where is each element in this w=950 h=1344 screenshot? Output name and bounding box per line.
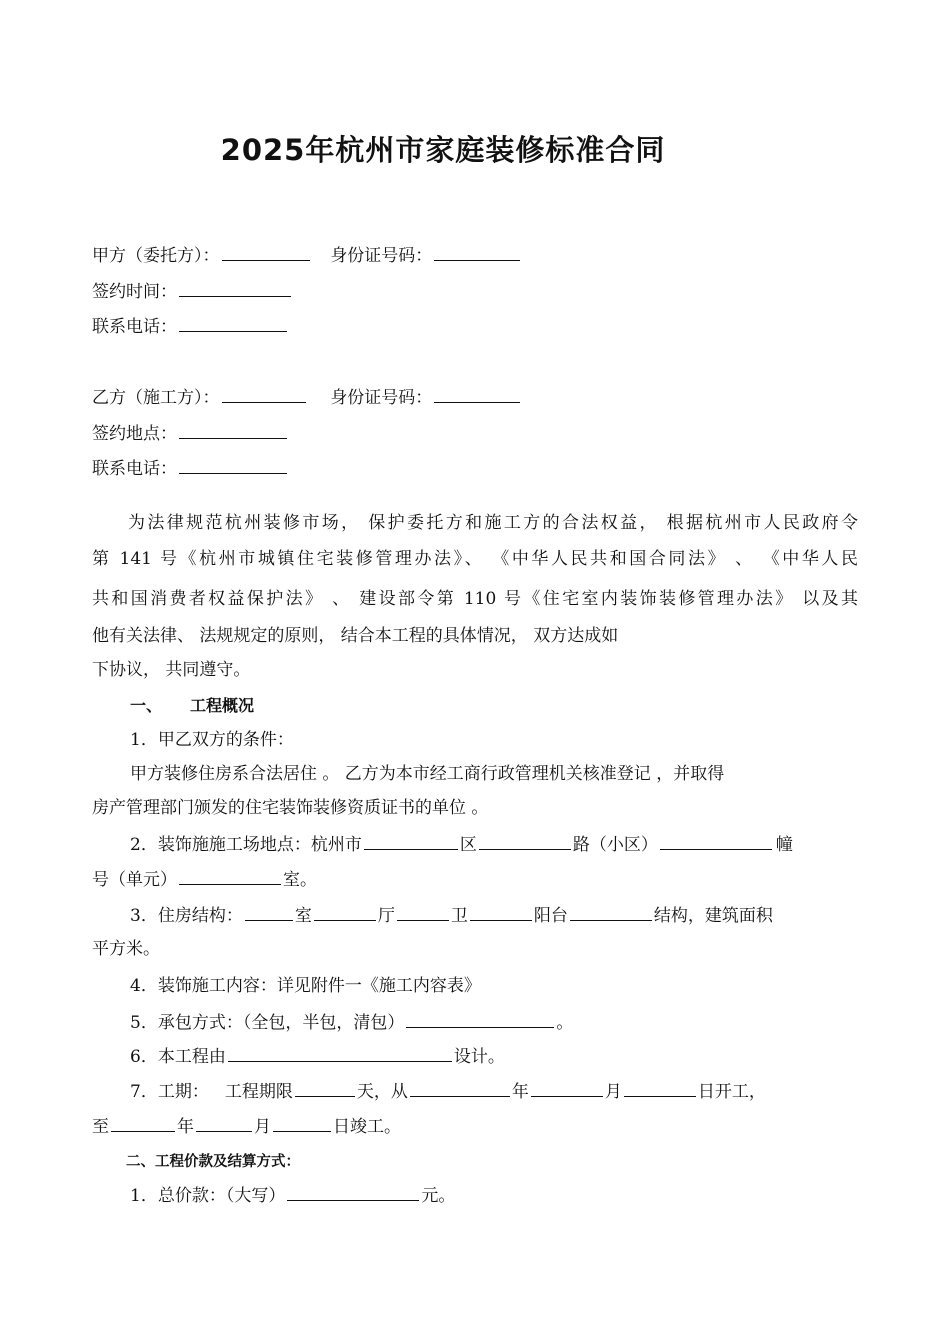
- section-2-item-1: [130, 1183, 455, 1207]
- sign-place-label: 签约地点：: [92, 424, 177, 444]
- item-2-room: 室。: [283, 870, 317, 890]
- total-price-unit: 元。: [421, 1186, 456, 1206]
- halls-blank[interactable]: [314, 903, 376, 921]
- end-month-blank[interactable]: [196, 1114, 252, 1132]
- end-day-blank[interactable]: [273, 1114, 331, 1132]
- item-5-end: 。: [556, 1013, 574, 1033]
- item-1-text-1: 甲方装修住房系合法居住 。 乙方为本市经工商行政管理机关核准登记 ，并取得: [130, 764, 725, 784]
- item-2-row-2: [92, 867, 317, 891]
- preamble-line-1: 为法律规范杭州装修市场， 保护委托方和施工方的合法权益， 根据杭州市人民政府令: [128, 513, 858, 533]
- item-7-start-month: 月: [604, 1082, 622, 1102]
- sign-time-row: [92, 279, 293, 303]
- item-2-building: 幢: [775, 835, 793, 855]
- balcony-blank[interactable]: [470, 903, 532, 921]
- item-1: 1．甲乙双方的条件：: [130, 730, 294, 750]
- item-7-end-month: 月: [254, 1117, 271, 1137]
- party-b-phone-row: [92, 456, 289, 480]
- item-7-duration-label: 工程期限: [224, 1082, 293, 1102]
- item-6: [130, 1044, 505, 1068]
- party-a-id-label: 身份证号码：: [330, 246, 433, 266]
- party-a-phone-label: 联系电话：: [92, 317, 177, 337]
- item-2-road: 路（小区）: [572, 835, 658, 855]
- item-5-label: 5．承包方式：（全包，半包，清包）: [130, 1013, 405, 1033]
- sign-place-blank[interactable]: [179, 421, 287, 439]
- road-blank[interactable]: [479, 832, 571, 850]
- item-3-label: 3．住房结构：: [130, 906, 243, 926]
- contract-mode-blank[interactable]: [406, 1010, 554, 1028]
- party-b-id-label: 身份证号码：: [330, 388, 433, 408]
- item-3-bath: 卫: [450, 906, 468, 926]
- item-7-end-day: 日竣工。: [333, 1117, 401, 1137]
- item-7-end-year: 年: [177, 1117, 194, 1137]
- item-2-unit: 号（单元）: [92, 870, 177, 890]
- designer-blank[interactable]: [228, 1044, 452, 1062]
- rooms-blank[interactable]: [245, 903, 293, 921]
- item-3-room: 室: [294, 906, 312, 926]
- item-3-hall: 厅: [377, 906, 395, 926]
- preamble-line-5: 下协议， 共同遵守。: [92, 660, 251, 680]
- item-7-start-day: 日开工，: [697, 1082, 766, 1102]
- item-1-text-2: 房产管理部门颁发的住宅装饰装修资质证书的单位 。: [92, 798, 489, 818]
- preamble-line-3: 共和国消费者权益保护法》 、 建设部令第 110 号《住宅室内装饰装修管理办法》 以及其: [92, 589, 858, 609]
- item-7-from: 天，从: [356, 1082, 408, 1102]
- party-a-label: 甲方（委托方）：: [92, 246, 220, 266]
- start-month-blank[interactable]: [531, 1079, 603, 1097]
- item-7-row-1: [130, 1079, 766, 1103]
- item-6-end: 设计。: [453, 1047, 505, 1067]
- party-b-phone-label: 联系电话：: [92, 459, 177, 479]
- end-year-blank[interactable]: [111, 1114, 175, 1132]
- section-1-title: 工程概况: [190, 696, 255, 715]
- item-7-start-year: 年: [511, 1082, 529, 1102]
- total-price-label: 1．总价款：（大写）: [130, 1186, 286, 1206]
- building-blank[interactable]: [660, 832, 772, 850]
- sign-time-blank[interactable]: [179, 279, 291, 297]
- item-2-district: 区: [459, 835, 477, 855]
- sign-place-row: [92, 421, 289, 445]
- item-4: 4．装饰施工内容：详见附件一《施工内容表》: [130, 976, 481, 996]
- item-2-row-1: [130, 832, 793, 856]
- page-title: 2025年杭州市家庭装修标准合同: [220, 133, 666, 167]
- item-3-row-2: 平方米。: [92, 939, 160, 959]
- party-a-phone-row: [92, 314, 289, 338]
- party-b-phone-blank[interactable]: [179, 456, 287, 474]
- party-b-blank[interactable]: [222, 385, 306, 403]
- party-b-id-blank[interactable]: [434, 385, 520, 403]
- total-price-blank[interactable]: [287, 1183, 419, 1201]
- preamble-line-2: 第 141 号《杭州市城镇住宅装修管理办法》、 《中华人民共和国合同法》 、 《中华人民: [92, 549, 858, 569]
- item-3-structure: 结构，建筑面积: [653, 906, 773, 926]
- item-3-row-1: [130, 903, 773, 927]
- party-a-id-blank[interactable]: [434, 243, 520, 261]
- section-2-heading: 二、工程价款及结算方式：: [126, 1154, 300, 1170]
- item-7-label: 7．工期：: [130, 1082, 209, 1102]
- party-a-row: [92, 243, 522, 267]
- party-b-label: 乙方（施工方）：: [92, 388, 220, 408]
- preamble-line-4: 他有关法律、 法规规定的原则， 结合本工程的具体情况， 双方达成如: [92, 626, 619, 646]
- baths-blank[interactable]: [397, 903, 449, 921]
- party-a-phone-blank[interactable]: [179, 314, 287, 332]
- party-a-blank[interactable]: [222, 243, 310, 261]
- item-7-row-2: [92, 1114, 401, 1138]
- days-blank[interactable]: [295, 1079, 355, 1097]
- section-1-number: 一、: [130, 696, 163, 715]
- structure-blank[interactable]: [570, 903, 652, 921]
- room-blank[interactable]: [179, 867, 281, 885]
- item-6-label: 6．本工程由: [130, 1047, 226, 1067]
- item-3-balcony: 阳台: [533, 906, 568, 926]
- start-day-blank[interactable]: [624, 1079, 696, 1097]
- district-blank[interactable]: [364, 832, 458, 850]
- item-2-label: 2．装饰施施工场地点：杭州市: [130, 835, 362, 855]
- item-7-to: 至: [92, 1117, 109, 1137]
- item-5: [130, 1010, 573, 1034]
- start-year-blank[interactable]: [410, 1079, 510, 1097]
- section-1-heading: [130, 695, 254, 717]
- party-b-row: [92, 385, 522, 409]
- sign-time-label: 签约时间：: [92, 282, 177, 302]
